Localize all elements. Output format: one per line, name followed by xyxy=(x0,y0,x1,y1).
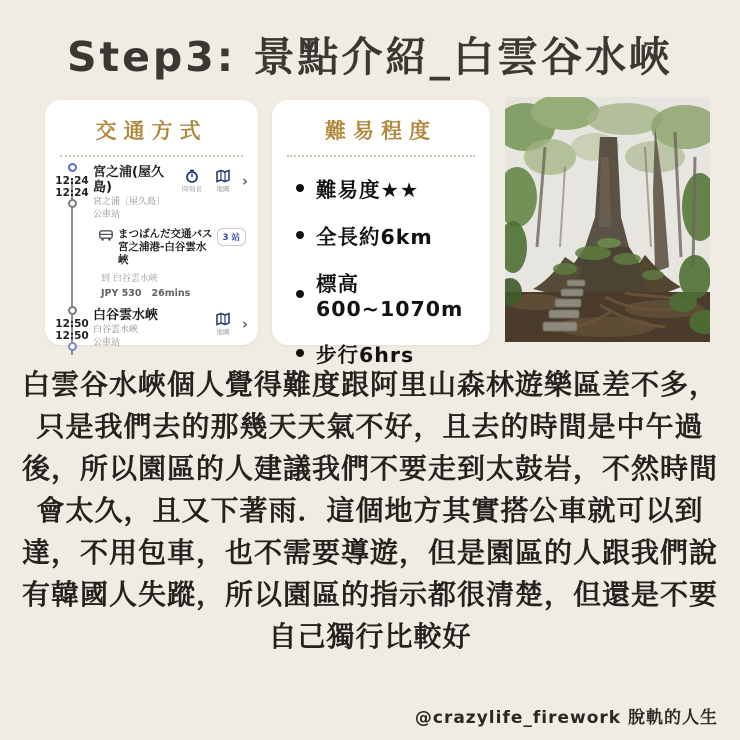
walking-time: 步行6hrs xyxy=(316,343,415,367)
destination-info xyxy=(93,306,211,349)
page-title: Step3: 景點介紹_白雲谷水峽 xyxy=(67,33,673,81)
bus-segment-header xyxy=(99,228,246,267)
map-button[interactable] xyxy=(211,169,235,193)
transport-card-header: 交通方式 xyxy=(95,119,208,143)
map-button-2[interactable] xyxy=(211,312,235,336)
bullet-dot xyxy=(296,184,304,192)
origin-stop-subname: 宮之浦〔屋久島〕 xyxy=(93,197,166,207)
list-item xyxy=(296,220,490,250)
dotted-divider xyxy=(287,155,475,157)
timeline-mid-dot-2 xyxy=(68,306,77,315)
paragraph-line: 後，所以園區的人建議我們不要走到太鼓岩，不然時間 xyxy=(21,452,718,485)
list-item xyxy=(296,267,490,321)
transit-origin-row[interactable] xyxy=(51,163,250,221)
chevron-right-icon[interactable]: › xyxy=(241,315,248,333)
timetable-icon xyxy=(185,169,199,183)
transit-destination-row[interactable] xyxy=(51,306,250,354)
stops-count-badge: 3 站 xyxy=(217,228,246,246)
timeline-mid-dot xyxy=(68,199,77,208)
destination-actions xyxy=(211,306,250,336)
paragraph-line: 達，不用包車，也不需要導遊，但是園區的人跟我們說 xyxy=(21,536,718,569)
map-icon xyxy=(216,312,230,326)
timetable-label: 時刻表 xyxy=(182,185,202,193)
arrival-time-alt: 12:50 xyxy=(55,330,89,342)
bullet-dot xyxy=(296,349,304,357)
transit-widget xyxy=(45,157,258,354)
origin-stop-type: 公車站 xyxy=(93,210,121,220)
bus-segment[interactable] xyxy=(99,228,246,299)
map-icon xyxy=(216,169,230,183)
bus-icon xyxy=(99,228,115,244)
paragraph-line: 只是我們去的那幾天天氣不好，且去的時間是中午過 xyxy=(36,410,704,443)
bullet-dot xyxy=(296,231,304,239)
trail-length: 全長約6km xyxy=(316,225,433,249)
duration-value: 26mins xyxy=(151,288,191,299)
difficulty-rating: 難易度★★ xyxy=(316,178,420,202)
origin-stop-name: 宮之浦(屋久島) xyxy=(93,165,164,195)
paragraph-line: 會太久，且又下著雨．這個地方其實搭公車就可以到 xyxy=(36,494,704,527)
fare-value: JPY 530 xyxy=(101,288,142,299)
map-label-2: 地圖 xyxy=(216,328,230,336)
timeline-column xyxy=(51,163,93,211)
map-label: 地圖 xyxy=(216,185,230,193)
origin-actions xyxy=(180,163,250,193)
difficulty-card xyxy=(272,100,490,367)
list-item xyxy=(296,173,490,203)
bus-destination-note: 到 白谷雲水峽 xyxy=(101,274,158,284)
chevron-right-icon[interactable]: › xyxy=(241,172,248,190)
bus-line-name: まつばんだ交通バス 宮之浦港-白谷雲水峽 xyxy=(118,228,213,266)
paragraph-line: 自己獨行比較好 xyxy=(268,620,472,653)
arrival-time: 12:50 xyxy=(55,318,89,330)
elevation-range: 標高600~1070m xyxy=(316,272,464,321)
author-credit: @crazylife_firework 脫軌的人生 xyxy=(414,708,718,728)
paragraph-line: 有韓國人失蹤，所以園區的指示都很清楚，但還是不要 xyxy=(21,578,718,611)
origin-info xyxy=(93,163,180,221)
destination-stop-subname: 白谷雲水峽 xyxy=(93,325,139,335)
timeline-start-dot xyxy=(68,163,77,172)
paragraph-line: 白雲谷水峽個人覺得難度跟阿里山森林遊樂區差不多， xyxy=(21,368,718,401)
bullet-dot xyxy=(296,290,304,298)
description-paragraph xyxy=(14,364,726,658)
destination-stop-type: 公車站 xyxy=(93,338,121,348)
timeline-column-bottom xyxy=(51,306,93,354)
departure-time-alt: 12:24 xyxy=(55,187,89,199)
destination-stop-name: 白谷雲水峽 xyxy=(93,308,159,323)
difficulty-card-header: 難易程度 xyxy=(325,119,437,143)
fare-and-duration xyxy=(99,288,246,299)
timeline-end-dot xyxy=(68,342,77,351)
forest-photo xyxy=(505,97,710,342)
transport-card xyxy=(45,100,258,348)
timetable-button[interactable] xyxy=(180,169,204,193)
departure-time: 12:24 xyxy=(55,175,89,187)
difficulty-list xyxy=(296,173,490,368)
